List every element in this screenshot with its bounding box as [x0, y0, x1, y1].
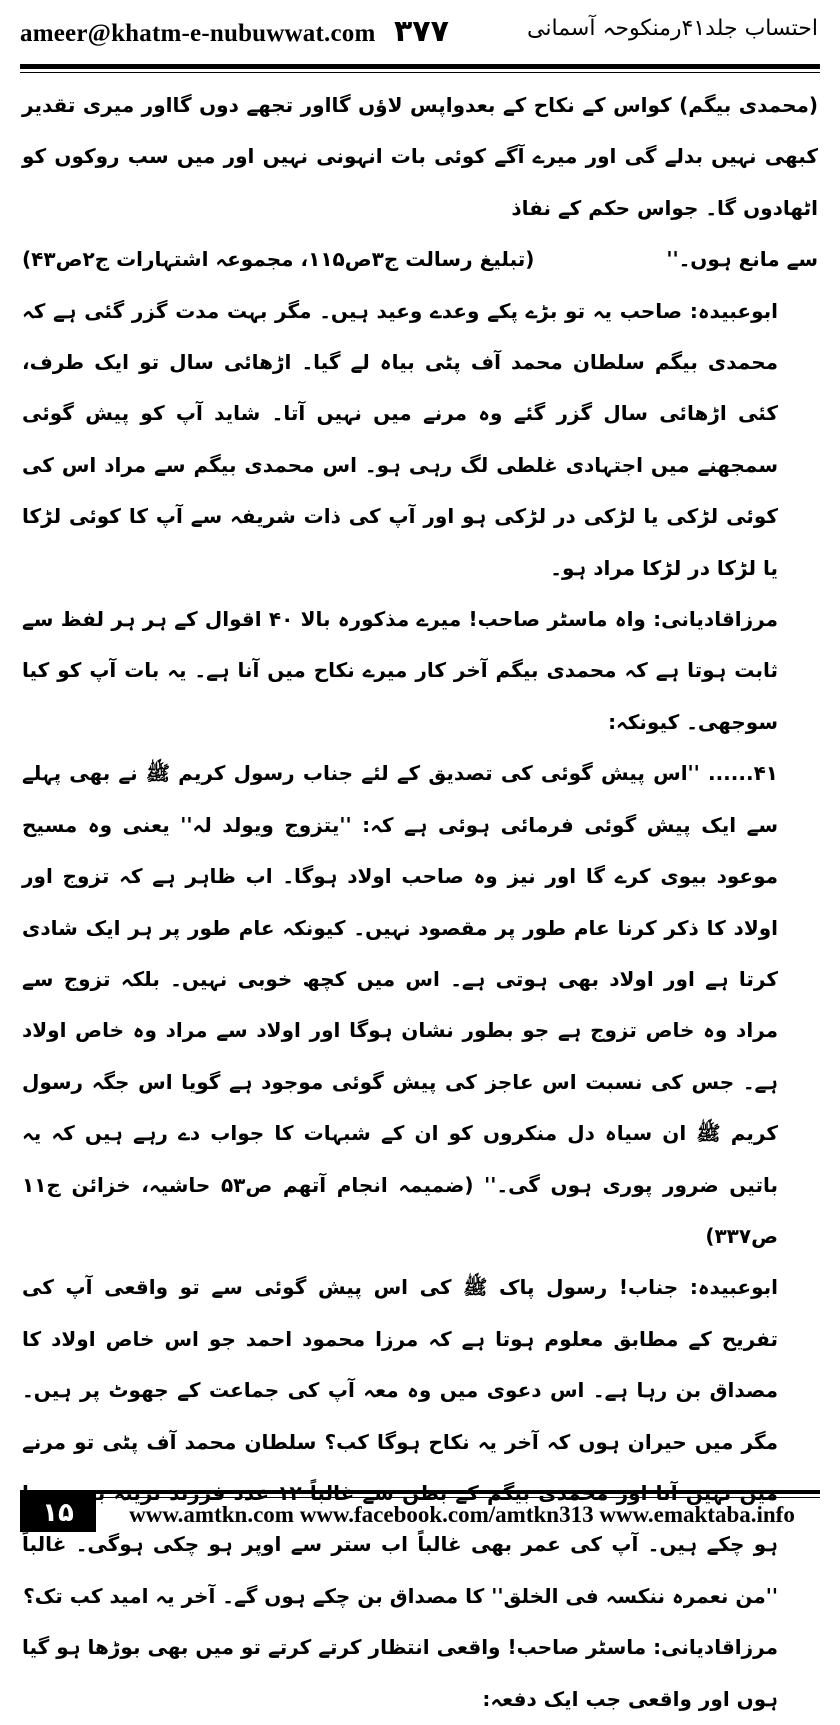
paragraph-quote: (محمدی بیگم) کواس کے نکاح کے بعدواپس لاؤں گااور تجھے دوں گااور میری تقدیر کبھی نہیں بدلے گی اور میرے آگے کوئی بات انہونی نہیں اور میں سب روکوں کو اٹھادوں گا۔ جواس حکم کے نفاذ: [22, 93, 818, 220]
header-page-number: ۳۷۷: [394, 14, 449, 49]
paragraph-mirza-2: مرزاقادیانی: ماسٹر صاحب! واقعی انتظار کرتے کرتے تو میں بھی بوڑھا ہو گیا ہوں اور واقعی جب ایک دفعہ:: [22, 1635, 778, 1711]
header-rule-thick: [20, 64, 820, 69]
footer-urls: www.amtkn.com www.facebook.com/amtkn313 www.emaktaba.info: [129, 1502, 795, 1527]
paragraph-quote-41: ۴۱...... ''اس پیش گوئی کی تصدیق کے لئے جناب رسول کریم ﷺ نے بھی پہلے سے ایک پیش گوئی فرمائی ہوئی ہے کہ: ''یتزوج ویولد لہ'' یعنی وہ مسیح موعود بیوی کرے گا اور نیز وہ صاحب اولاد ہوگا۔ اب ظاہر ہے کہ تزوج اور اولاد کا ذکر کرنا عام طور پر مقصود نہیں۔ کیونکہ عام طور پر ہر ایک شادی کرتا ہے اور اولاد بھی ہوتی ہے۔ اس میں کچھ خوبی نہیں۔ بلکہ تزوج سے مراد وہ خاص تزوج ہے جو بطور نشان ہوگا اور اولاد سے مراد وہ خاص اولاد ہے۔ جس کی نسبت اس عاجز کی پیش گوئی موجود ہے گویا اس جگہ رسول کریم ﷺ ان سیاہ دل منکروں کو ان کے شبہات کا جواب دے رہے ہیں کہ یہ باتیں ضرور پوری ہوں گی۔'' (ضمیمہ انجام آتھم ص۵۳ حاشیہ، خزائن ج۱۱ ص۳۳۷): [22, 761, 779, 1248]
paragraph-abu-ubaida-1: ابوعبیدہ: صاحب یہ تو بڑے پکے وعدے وعید ہیں۔ مگر بہت مدت گزر گئی ہے کہ محمدی بیگم سلطان محمد آف پٹی بیاہ لے گیا۔ اڑھائی سال تو ایک طرف، کئی اڑھائی سال گزر گئے وہ مرنے میں نہیں آتا۔ شاید آپ کو پیش گوئی سمجھنے میں اجتہادی غلطی لگ رہی ہو۔ اس محمدی بیگم سے مراد اس کی کوئی لڑکی یا لڑکی در لڑکی ہو اور آپ کی ذات شریفہ سے آپ کا کوئی لڑکا یا لڑکا در لڑکا مراد ہو۔: [22, 298, 778, 580]
page-header: [18, 14, 822, 58]
quote-end-text: سے مانع ہوں۔'': [666, 247, 818, 272]
header-book-title: احتساب جلد۴۱رمنکوحہ آسمانی: [527, 16, 818, 41]
footer-rule-thin: [102, 1497, 820, 1498]
quote-reference: (تبلیغ رسالت ج۳ص۱۱۵، مجموعہ اشتہارات ج۲ص۴۳): [22, 247, 535, 272]
header-email: ameer@khatm-e-nubuwwat.com: [20, 20, 376, 47]
header-rule-thin: [20, 72, 820, 73]
paragraph-abu-ubaida-2: ابوعبیدہ: جناب! رسول پاک ﷺ کی اس پیش گوئی سے تو واقعی آپ کی تفریح کے مطابق معلوم ہوتا ہے کہ مرزا محمود احمد جو اس خاص اولاد کا مصداق بن رہا ہے۔ اس دعوی میں وہ معہ آپ کی جماعت کے جھوٹ پر ہیں۔ مگر میں حیران ہوں کہ آخر یہ نکاح ہوگا کب؟ سلطان محمد آف پٹی تو مرنے ہو چکے ہیں۔ آپ کی عمر بھی غالباً اب ستر سے اوپر ہو چکی ہوگی۔ غالباً ''من نعمرہ ننکسہ فی الخلق'' کا مصداق بن چکے ہوں گے۔ آخر یہ امید کب تک؟: [22, 1275, 778, 1608]
paragraph-mirza-1: مرزاقادیانی: واہ ماسٹر صاحب! میرے مذکورہ بالا ۴۰ اقوال کے ہر ہر لفظ سے ثابت ہوتا ہے کہ محمدی بیگم آخر کار میرے نکاح میں آنا ہے۔ یہ بات آپ کو کیا سوجھی۔ کیونکہ:: [22, 607, 778, 734]
footer-page-number: ۱۵: [20, 1492, 96, 1532]
quote-end-line: [22, 234, 818, 285]
page-body: [22, 80, 818, 1725]
footer-rule-thick: [20, 1490, 820, 1494]
